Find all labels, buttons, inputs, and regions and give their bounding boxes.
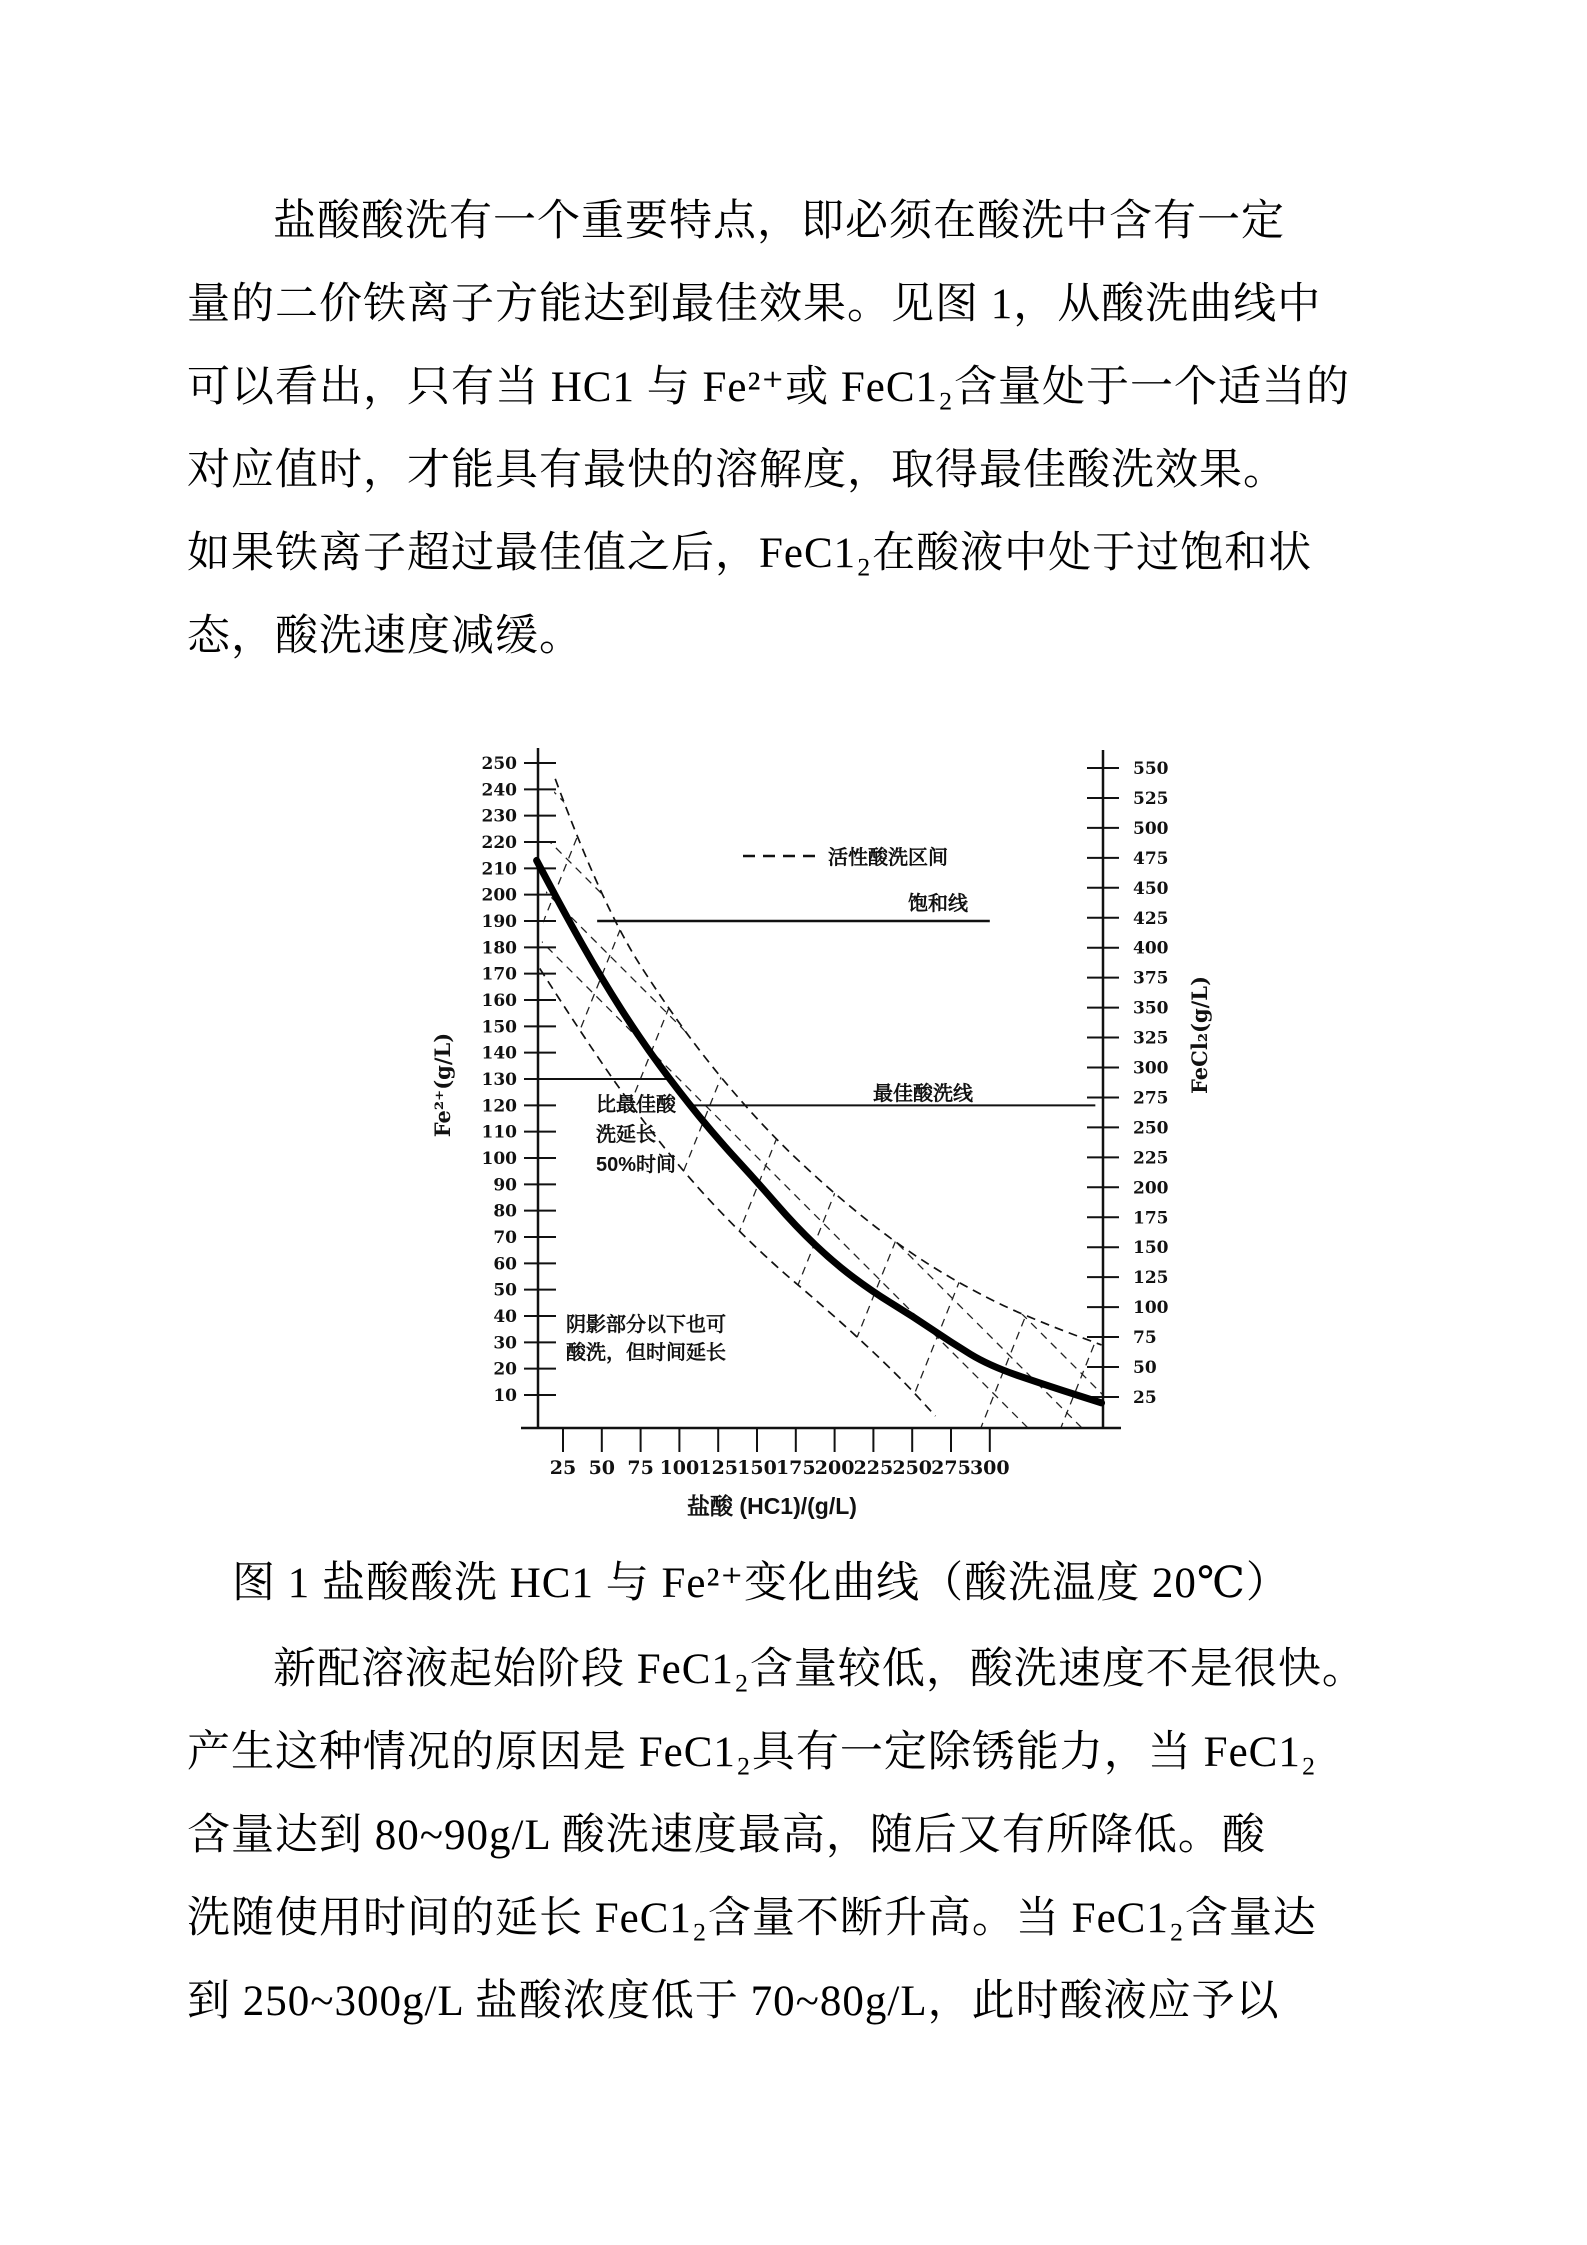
tick-label: 400 (1133, 938, 1169, 959)
tick-label: 300 (969, 1457, 1010, 1479)
y-axis-label-right: FeCl₂(g/L) (1187, 975, 1212, 1095)
tick-label: 25 (549, 1457, 577, 1479)
tick-label: 350 (1133, 998, 1169, 1019)
tick-label: 240 (481, 780, 517, 801)
hatch-line (320, 730, 500, 1540)
tick-label: 200 (814, 1457, 855, 1479)
tick-label: 275 (931, 1457, 971, 1479)
note-bottom-line1: 阴影部分以下也可 (566, 1314, 726, 1336)
tick-label: 175 (775, 1457, 816, 1479)
hatch-line (1158, 730, 1260, 1540)
tick-label: 150 (737, 1457, 777, 1479)
tick-label: 425 (1133, 908, 1169, 929)
text-line: 如果铁离子超过最佳值之后，FeC1₂在酸液中处于过饱和状 (187, 530, 1313, 577)
tick-label: 325 (1133, 1028, 1169, 1049)
hatch-line (340, 730, 740, 1540)
hatch-line (726, 730, 1260, 1540)
tick-label: 50 (588, 1457, 616, 1479)
tick-label: 150 (1133, 1238, 1169, 1259)
tick-label: 75 (627, 1457, 654, 1479)
text-line: 含量达到 80~90g/L 酸洗速度最高，随后又有所降低。酸 (187, 1812, 1266, 1859)
tick-label: 250 (892, 1457, 933, 1479)
tick-label: 100 (1133, 1298, 1169, 1319)
tick-label: 125 (1133, 1268, 1169, 1289)
band-hatch (320, 730, 1260, 1540)
legend-label: 活性酸洗区间 (828, 847, 948, 869)
tick-label: 40 (493, 1306, 517, 1327)
tick-label: 175 (1133, 1208, 1169, 1229)
tick-label: 10 (493, 1385, 517, 1406)
tick-label: 300 (1133, 1058, 1169, 1079)
tick-label: 250 (1133, 1118, 1169, 1139)
tick-label: 190 (481, 911, 517, 932)
pickling-curve-chart (320, 730, 1260, 1540)
text-line: 量的二价铁离子方能达到最佳效果。见图 1，从酸洗曲线中 (187, 281, 1322, 328)
tick-label: 210 (481, 859, 517, 880)
tick-label: 125 (698, 1457, 739, 1479)
tick-label: 25 (1133, 1387, 1157, 1408)
tick-label: 180 (481, 938, 517, 959)
y-axis-label-left: Fe²⁺(g/L) (430, 1032, 455, 1138)
tick-label: 150 (481, 1017, 517, 1038)
tick-label: 140 (481, 1043, 517, 1064)
text-line: 盐酸酸洗有一个重要特点，即必须在酸洗中含有一定 (273, 198, 1285, 245)
hatch-line (980, 730, 1260, 1540)
note-left-line1: 比最佳酸 (596, 1094, 676, 1116)
tick-label: 200 (1133, 1178, 1169, 1199)
tick-label: 80 (493, 1201, 517, 1222)
text-line: 态，酸洗速度减缓。 (187, 613, 583, 660)
tick-label: 100 (481, 1148, 517, 1169)
tick-label: 75 (1133, 1328, 1157, 1349)
tick-label: 120 (481, 1096, 517, 1117)
text-line: 可以看出，只有当 HC1 与 Fe²⁺或 FeC1₂含量处于一个适当的 (187, 364, 1350, 411)
bottom-axis-ticks (550, 1428, 1010, 1479)
tick-label: 475 (1133, 848, 1169, 869)
tick-label: 550 (1133, 759, 1169, 779)
tick-label: 20 (493, 1359, 517, 1380)
tick-label: 30 (493, 1333, 517, 1354)
note-left-line3: 50%时间 (596, 1154, 677, 1176)
hatch-line (942, 730, 1260, 1540)
saturation-label: 饱和线 (908, 893, 968, 915)
tick-label: 170 (481, 964, 517, 985)
tick-label: 160 (481, 990, 517, 1011)
note-left-line2: 洗延长 (596, 1124, 656, 1146)
tick-label: 375 (1133, 968, 1169, 989)
tick-label: 275 (1133, 1088, 1169, 1109)
text-line: 新配溶液起始阶段 FeC1₂含量较低，酸洗速度不是很快。 (273, 1646, 1366, 1693)
tick-label: 450 (1133, 878, 1169, 899)
paragraph-1 (187, 180, 1432, 678)
note-bottom-line2: 酸洗，但时间延长 (566, 1342, 726, 1364)
paragraph-2 (187, 1628, 1432, 2043)
figure-caption: 图 1 盐酸酸洗 HC1 与 Fe²⁺变化曲线（酸洗温度 20℃） (232, 1560, 1290, 1607)
tick-label: 230 (481, 806, 517, 827)
optimal-line-label: 最佳酸洗线 (873, 1083, 973, 1105)
hatch-line (672, 730, 1260, 1540)
tick-label: 130 (481, 1069, 517, 1090)
tick-label: 100 (659, 1457, 700, 1479)
tick-label: 220 (481, 832, 517, 853)
hatch-line (1104, 730, 1260, 1540)
tick-label: 250 (481, 754, 517, 774)
hatch-line (996, 730, 1260, 1540)
tick-label: 70 (493, 1227, 517, 1248)
tick-label: 50 (493, 1280, 517, 1301)
tick-label: 90 (493, 1175, 517, 1196)
text-line: 到 250~300g/L 盐酸浓度低于 70~80g/L，此时酸液应予以 (187, 1978, 1280, 2025)
tick-label: 50 (1133, 1358, 1157, 1378)
tick-label: 200 (481, 885, 517, 906)
right-axis-ticks (1087, 759, 1169, 1408)
text-line: 对应值时，才能具有最快的溶解度，取得最佳酸洗效果。 (187, 447, 1287, 494)
tick-label: 110 (481, 1122, 517, 1143)
tick-label: 60 (493, 1254, 517, 1275)
text-line: 产生这种情况的原因是 FeC1₂具有一定除锈能力，当 FeC1₂ (187, 1729, 1317, 1776)
text-line: 洗随使用时间的延长 FeC1₂含量不断升高。当 FeC1₂含量达 (187, 1895, 1317, 1942)
tick-label: 525 (1133, 788, 1169, 809)
tick-label: 500 (1133, 818, 1169, 839)
tick-label: 225 (853, 1457, 894, 1479)
hatch-line (900, 730, 1260, 1540)
x-axis-label: 盐酸 (HC1)/(g/L) (687, 1493, 857, 1519)
tick-label: 225 (1133, 1148, 1169, 1169)
